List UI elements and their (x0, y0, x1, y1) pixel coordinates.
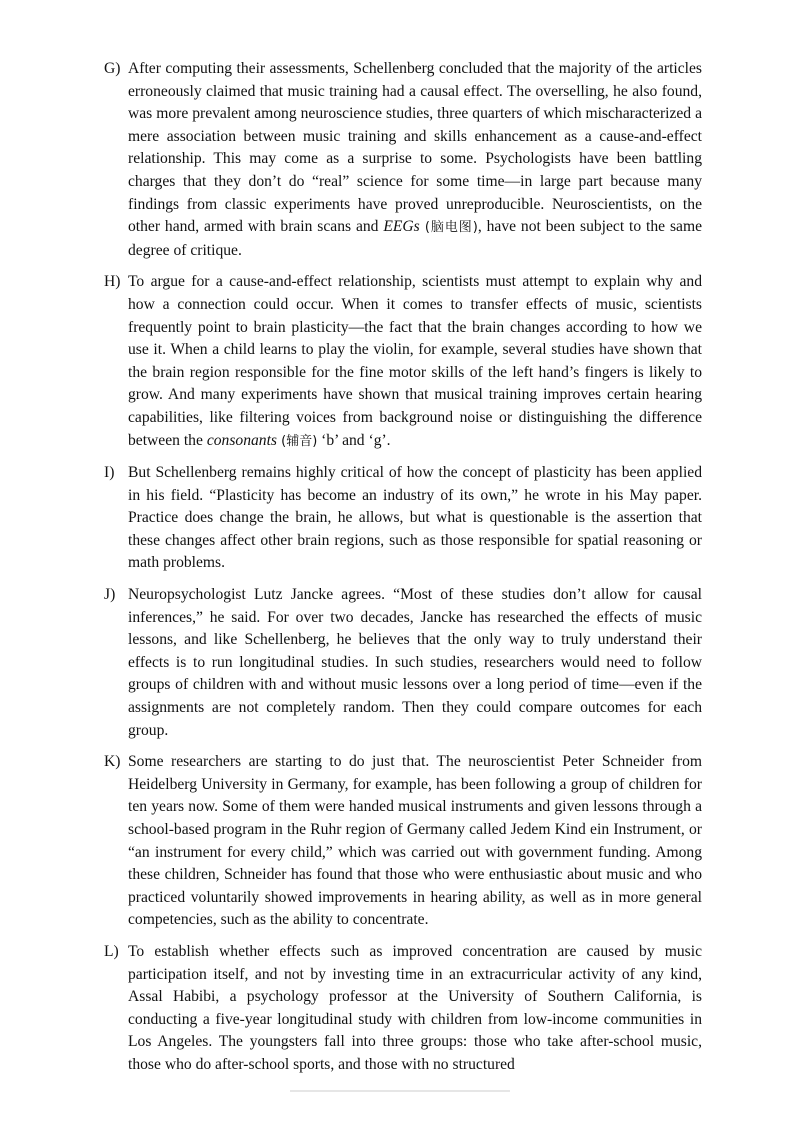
chinese-gloss: (脑电图) (419, 220, 478, 236)
chinese-gloss: (辅音) (276, 433, 318, 449)
paragraph-i (104, 462, 702, 575)
paragraph-text (128, 462, 702, 575)
italic-term: EEGs (383, 218, 420, 236)
paragraph-label: K) (104, 753, 121, 771)
text-run: , have not been subject to the same degree of critique. (128, 218, 702, 259)
paragraph-label: I) (104, 464, 115, 482)
italic-term: consonants (206, 431, 277, 449)
text-run: Some researchers are starting to do just that. The neuroscientist Peter Schneider from Heidelberg University in Germany, for example, has been following a group of children for ten years now. Some of them were handed musical instruments and given lessons through a school-based program in the Ruhr region of Germany called Jedem Kind ein Instrument, or “an instrument for every child,” which was carried out with government funding. Among these children, Schneider has found that those who were enthusiastic about music and who practiced voluntarily showed improvements in hearing ability, as well as in more general competencies, such as the ability to concentrate. (128, 753, 702, 929)
text-run: But Schellenberg remains highly critical of how the concept of plasticity has been applied in his field. “Plasticity has become an industry of its own,” he wrote in his May paper. Practice does change the brain, he allows, but what is questionable is the assertion that these changes affect other brain regions, such as those responsible for spatial reasoning or math problems. (128, 464, 702, 572)
text-run: To establish whether effects such as improved concentration are caused by music participation itself, and not by investing time in an extracurricular activity of any kind, Assal Habibi, a psychology professor at the University of Southern California, is conducting a five-year longitudinal study with children from low-income communities in Los Angeles. The youngsters fall into three groups: those who take after-school music, those who do after-school sports, and those with no structured (128, 942, 702, 1073)
paragraph-label: J) (104, 586, 116, 604)
text-run: Neuropsychologist Lutz Jancke agrees. “Most of these studies don’t allow for causal inferences,” he said. For over two decades, Jancke has researched the effects of music lessons, and like Schellenberg, he believes that the only way to truly understand their effects is to run longitudinal studies. In such studies, researchers would need to follow groups of children with and without music lessons over a long period of time—even if the assignments are not completely random. Then they could compare outcomes for each group. (128, 586, 702, 739)
footer-divider (290, 1090, 510, 1092)
paragraph-j (104, 584, 702, 742)
paragraph-label: G) (104, 60, 121, 77)
paragraph-h (104, 271, 702, 453)
paragraph-label: H) (104, 273, 121, 291)
paragraph-text (128, 271, 702, 453)
paragraph-l (104, 941, 702, 1077)
paragraph-text (128, 58, 702, 262)
text-run: ‘b’ and ‘g’. (317, 431, 391, 449)
article-body (104, 58, 702, 1077)
paragraph-text (128, 584, 702, 742)
paragraph-label: L) (104, 942, 119, 960)
paragraph-text (128, 751, 702, 932)
paragraph-k (104, 751, 702, 932)
paragraph-g (104, 58, 702, 262)
text-run: After computing their assessments, Schellenberg concluded that the majority of the articles erroneously claimed that music training had a causal effect. The overselling, he also found, was more prevalent among neuroscience studies, three quarters of which mischaracterized a mere association between music training and skills enhancement as a cause-and-effect relationship. This may come as a surprise to some. Psychologists have been battling charges that they don’t do “real” science for some time—in large part because many findings from classic experiments have proved unreproducible. Neuroscientists, on the other hand, armed with brain scans and (128, 60, 702, 236)
text-run: To argue for a cause-and-effect relationship, scientists must attempt to explain why and how a connection could occur. When it comes to transfer effects of music, scientists frequently point to brain plasticity—the fact that the brain changes according to how we use it. When a child learns to play the violin, for example, several studies have shown that the brain region responsible for the fine motor skills of the left hand’s fingers is likely to grow. And many experiments have shown that musical training improves certain hearing capabilities, like filtering voices from background noise or distinguishing the difference between the (128, 273, 702, 449)
paragraph-text (128, 941, 702, 1077)
